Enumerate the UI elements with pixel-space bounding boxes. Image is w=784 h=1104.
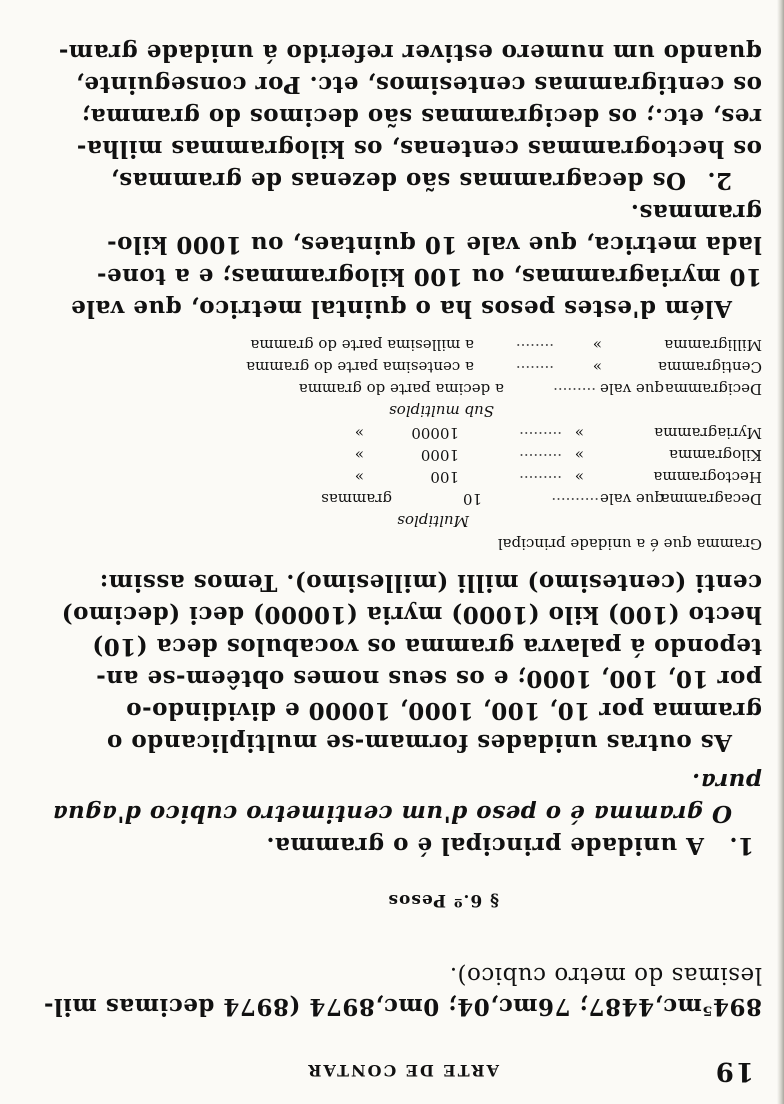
- multiple-value: 100: [430, 468, 459, 486]
- intro-line-1: 894⁵mc,4487; 76mc,04; 0mc,8974 (8974 decimas mil-: [43, 993, 762, 1020]
- submultiples-heading: Sub multiplos: [389, 402, 494, 420]
- leader-dots: ·········: [519, 446, 562, 464]
- para4-line-5: quando um numero estiver referido á unidade gram-: [58, 39, 762, 66]
- para1-number: 1.: [728, 832, 754, 859]
- submultiple-connector: »: [592, 358, 602, 376]
- multiple-connector: »: [574, 468, 584, 486]
- para4-line-2: os hectogrammas centenas, os kilogrammas milha-: [76, 135, 762, 162]
- multiple-unit: »: [354, 446, 364, 464]
- multiple-connector: »: [574, 446, 584, 464]
- page-number: 19: [713, 1056, 754, 1086]
- para2-line-5: hecto (100) kilo (1000) myria (10000) deci (decimo): [61, 601, 762, 628]
- multiple-value: 1000: [420, 446, 459, 464]
- multiple-name: Kilogramma: [669, 446, 762, 464]
- para2-line-1: As outras unidades formam-se multiplicando o: [106, 729, 732, 756]
- submultiple-value: a centesima parte do gramma: [246, 358, 474, 376]
- para2-line-3: por 10, 100, 1000; e os seus nomes obtêem-se an-: [95, 665, 762, 692]
- submultiple-connector: que vale: [600, 380, 664, 398]
- multiple-name: Hectogramma: [653, 468, 762, 486]
- section-title: § 6.º Pesos: [387, 890, 499, 910]
- para3-line-2: 10 myriagrammas, ou 100 kilogrammas; e a tone-: [96, 263, 762, 290]
- para4-line-1: Os decagrammas são dezenas de grammas,: [110, 167, 686, 194]
- submultiple-name: Decigramma: [664, 380, 762, 398]
- para4-line-4: os centigrammas centesimos, etc. Por conseguinte,: [75, 71, 762, 98]
- para3-line-4: grammas.: [630, 199, 762, 226]
- multiple-unit: »: [354, 468, 364, 486]
- leader-dots: ·········: [553, 380, 596, 398]
- multiples-heading: Multiplos: [397, 512, 469, 530]
- submultiple-name: Centigramma: [658, 358, 762, 376]
- para4-line-3: res, etc.; os decigrammas são decimos do gramma;: [81, 103, 762, 130]
- table-intro: Gramma que é a unidade principal: [497, 535, 762, 553]
- multiple-name: Myriagramma: [654, 424, 762, 442]
- multiple-unit: grammas: [321, 490, 392, 508]
- running-title: ARTE DE CONTAR: [306, 1061, 499, 1080]
- para1-line-1: A unidade principal é o gramma.: [265, 832, 704, 859]
- submultiple-connector: »: [592, 336, 602, 354]
- para3-line-3: lada metrica, que vale 10 quintaes, ou 1000 kilo-: [106, 231, 762, 258]
- para1-line-2: O gramma é o peso d'um centimetro cubico d'agua: [52, 800, 732, 827]
- multiple-connector: »: [574, 424, 584, 442]
- leader-dots: ·········: [519, 468, 562, 486]
- submultiple-name: Milligramma: [664, 336, 762, 354]
- para3-line-1-text: Além d'estes pesos ha o quintal metrico, que vale: [70, 295, 732, 322]
- multiple-connector: que vale: [600, 490, 664, 508]
- para1-line-3: pura.: [691, 768, 762, 795]
- para2-line-2: gramma por 10, 100, 1000, 10000 e dividindo-o: [125, 697, 762, 724]
- multiple-value: 10000: [411, 424, 459, 442]
- multiple-value: 10: [462, 490, 482, 508]
- intro-line-2: lesimas do metro cubico).: [449, 962, 762, 988]
- multiple-name: Decagramma: [660, 490, 762, 508]
- submultiple-value: a millesima parte do gramma: [250, 336, 474, 354]
- multiple-unit: »: [354, 424, 364, 442]
- para3-line-1: [71, 295, 732, 322]
- leader-dots: ·········: [519, 424, 562, 442]
- leader-dots: ········: [515, 336, 554, 354]
- leader-dots: ········: [515, 358, 554, 376]
- para2-line-4: tepondo á palavra gramma os vocabulos deca (10): [91, 633, 762, 660]
- leader-dots: ··········: [551, 490, 599, 508]
- para2-line-6: centi (centesimo) milli (millesimo). Temos assim:: [99, 569, 762, 596]
- para4-number: 2.: [706, 167, 732, 194]
- submultiple-value: a decima parte do gramma: [298, 380, 504, 398]
